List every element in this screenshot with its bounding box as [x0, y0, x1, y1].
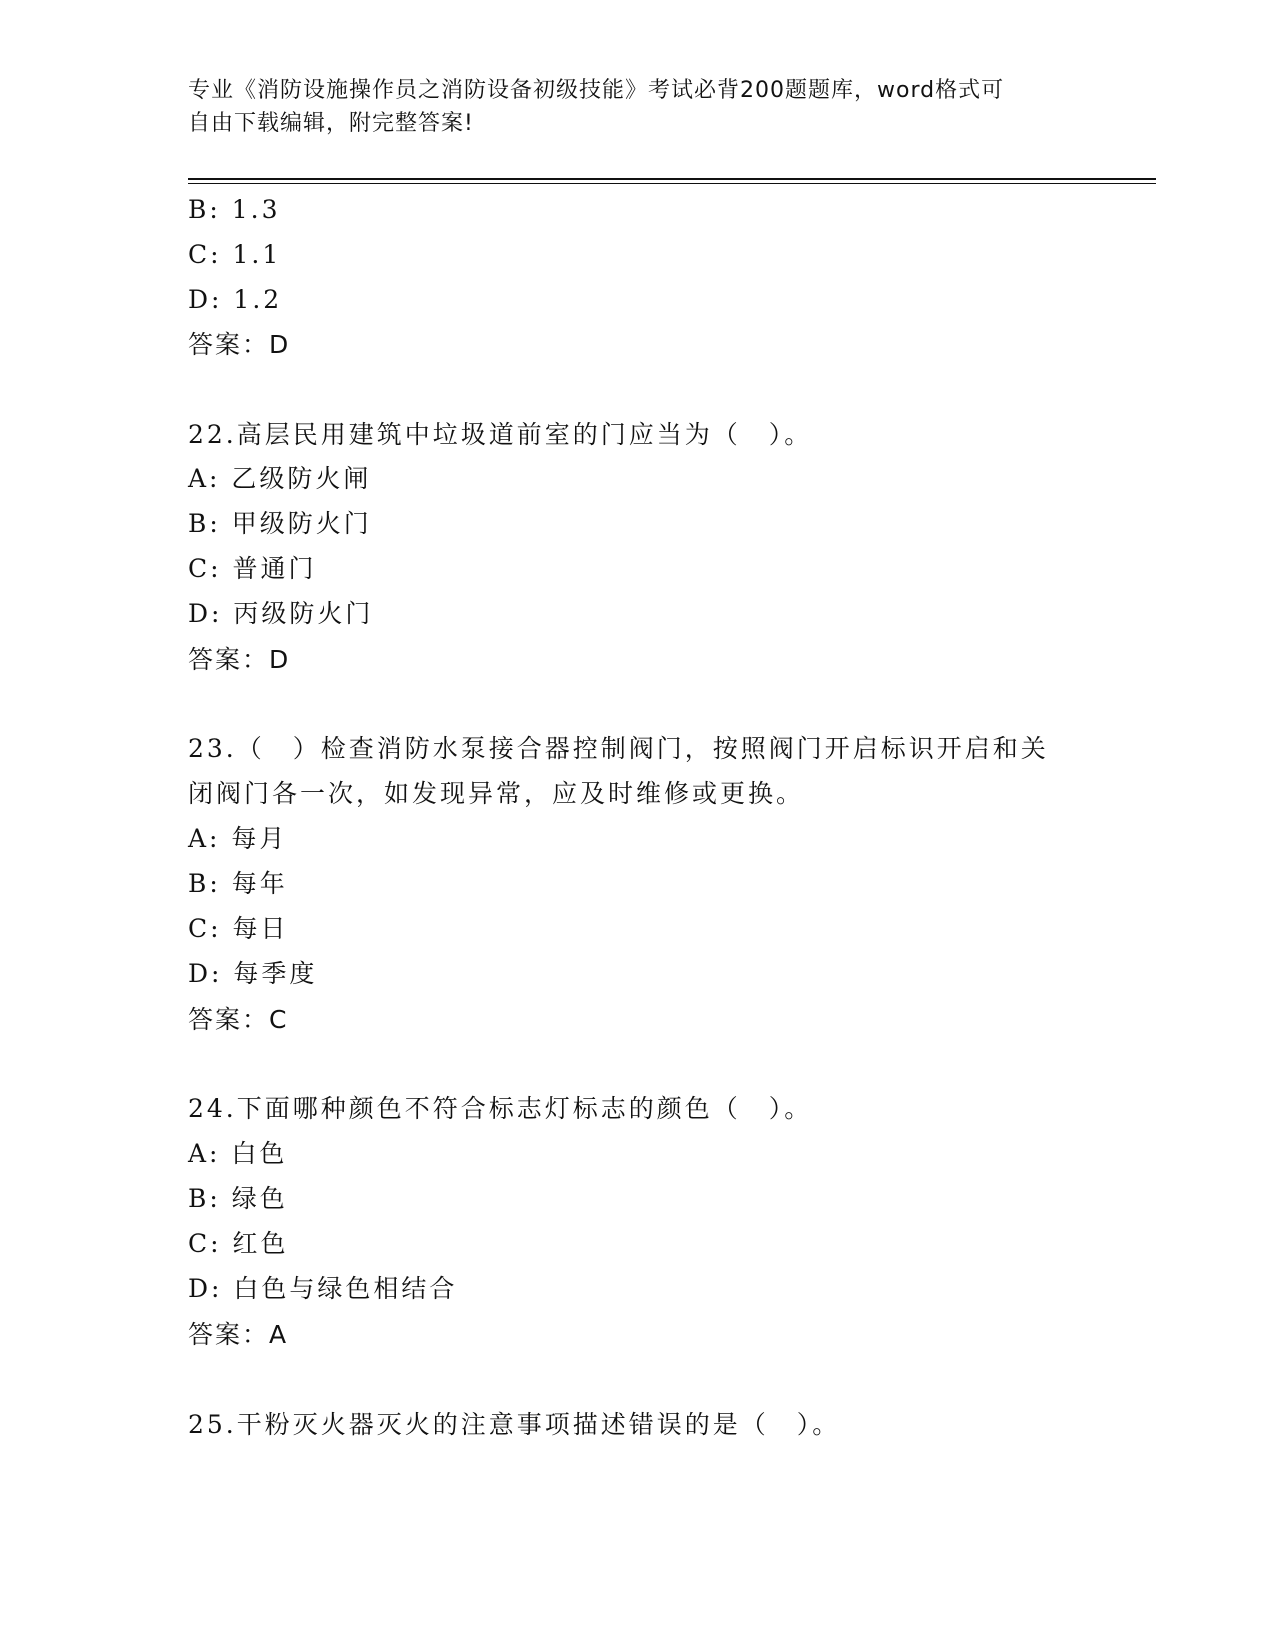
q22-option-b: B: 甲级防火门 [188, 509, 372, 538]
q22-stem: 22.高层民用建筑中垃圾道前室的门应当为（ ）。 [188, 420, 813, 449]
document-header [188, 74, 1088, 140]
q24-option-c: C: 红色 [188, 1229, 289, 1258]
q22-option-c: C: 普通门 [188, 554, 317, 583]
header-line-2: 自由下载编辑，附完整答案! [188, 111, 474, 136]
q23-option-b: B: 每年 [188, 869, 288, 898]
q24-option-d: D: 白色与绿色相结合 [188, 1274, 458, 1303]
q25-stem: 25.干粉灭火器灭火的注意事项描述错误的是（ ）。 [188, 1410, 841, 1439]
prev-option-d: D: 1.2 [188, 285, 283, 314]
prev-answer: 答案：D [188, 330, 291, 359]
q24-stem: 24.下面哪种颜色不符合标志灯标志的颜色（ ）。 [188, 1094, 813, 1123]
q22-option-a: A: 乙级防火闸 [188, 464, 372, 493]
q23-answer: 答案：C [188, 1005, 289, 1034]
header-rule-thick [188, 178, 1156, 180]
header-line-1: 专业《消防设施操作员之消防设备初级技能》考试必背200题题库，word格式可 [188, 78, 1005, 103]
prev-option-b: B: 1.3 [188, 195, 281, 224]
q24-answer: 答案：A [188, 1320, 289, 1349]
q24-option-a: A: 白色 [188, 1139, 288, 1168]
q23-stem-line-2: 闭阀门各一次，如发现异常，应及时维修或更换。 [188, 779, 805, 808]
q23-option-a: A: 每月 [188, 824, 288, 853]
q23-option-c: C: 每日 [188, 914, 289, 943]
header-rule-thin [188, 183, 1156, 184]
q24-option-b: B: 绿色 [188, 1184, 288, 1213]
q22-answer: 答案：D [188, 645, 291, 674]
prev-option-c: C: 1.1 [188, 240, 282, 269]
q22-option-d: D: 丙级防火门 [188, 599, 374, 628]
q23-stem-line-1: 23.（ ）检查消防水泵接合器控制阀门，按照阀门开启标识开启和关 [188, 734, 1049, 763]
q23-option-d: D: 每季度 [188, 959, 318, 988]
